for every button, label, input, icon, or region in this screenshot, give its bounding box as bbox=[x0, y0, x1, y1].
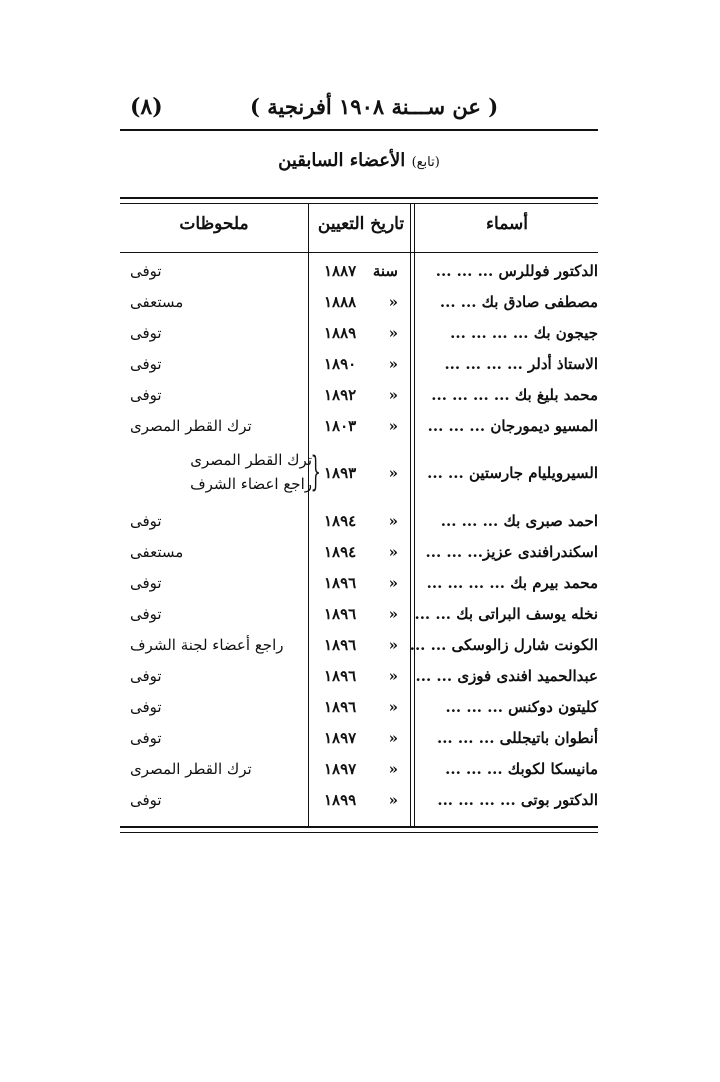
table-row bbox=[120, 324, 598, 354]
running-header bbox=[120, 90, 598, 130]
member-name: عبدالحميد افندى فوزى ... ... bbox=[415, 667, 598, 685]
year-value: ١٨٩٧ bbox=[324, 760, 357, 778]
year-value: ١٨٩٤ bbox=[324, 543, 357, 561]
year-value: ١٨٨٩ bbox=[324, 324, 357, 342]
table-row bbox=[120, 791, 598, 821]
member-notes bbox=[130, 605, 310, 623]
notes-text: توفى bbox=[130, 698, 162, 716]
header-rule bbox=[120, 129, 598, 131]
member-name: كليتون دوكنس ... ... ... bbox=[445, 698, 598, 716]
notes-line: راجع اعضاء الشرف bbox=[190, 475, 312, 493]
member-notes bbox=[130, 667, 310, 685]
ditto-mark: « bbox=[388, 324, 398, 342]
header-title: ( عن ســـنة ١٩٠٨ أفرنجية ) bbox=[250, 94, 499, 119]
year-value: ١٨٨٨ bbox=[324, 293, 357, 311]
member-notes bbox=[130, 729, 310, 747]
column-header-notes: ملحوظات bbox=[179, 214, 249, 234]
notes-text: توفى bbox=[130, 324, 162, 342]
member-notes bbox=[130, 574, 310, 592]
year-value: ١٨٩٦ bbox=[324, 636, 357, 654]
year-value: ١٨٩٦ bbox=[324, 667, 357, 685]
member-name: جيجون بك ... ... ... ... bbox=[450, 324, 598, 342]
ditto-mark: « bbox=[388, 386, 398, 404]
ditto-mark: « bbox=[388, 698, 398, 716]
notes-text: توفى bbox=[130, 574, 162, 592]
year-value: ١٨٩٧ bbox=[324, 729, 357, 747]
notes-text: ترك القطر المصرى bbox=[130, 417, 252, 435]
table-row bbox=[120, 417, 598, 447]
notes-text: توفى bbox=[130, 512, 162, 530]
member-notes bbox=[130, 262, 310, 280]
year-value: ١٨٠٣ bbox=[324, 417, 357, 435]
member-name: الكونت شارل زالوسكى ... ... bbox=[409, 636, 598, 654]
header-row-rule bbox=[120, 252, 598, 253]
year-value: ١٨٩٣ bbox=[324, 464, 357, 482]
ditto-mark: « bbox=[388, 791, 398, 809]
notes-text: مستعفى bbox=[130, 543, 184, 561]
notes-text: راجع أعضاء لجنة الشرف bbox=[130, 636, 284, 654]
member-name: مصطفى صادق بك ... ... bbox=[439, 293, 598, 311]
member-name: أنطوان باتيجللى ... ... ... bbox=[436, 729, 598, 747]
table-row bbox=[120, 698, 598, 728]
ditto-mark: « bbox=[388, 543, 398, 561]
table-row bbox=[120, 293, 598, 323]
member-name: محمد بيرم بك ... ... ... ... bbox=[426, 574, 598, 592]
member-name: اسكندرافندى عزيز... ... ... bbox=[425, 543, 598, 561]
members-table bbox=[120, 204, 598, 826]
column-header-date: تاريخ التعيين bbox=[317, 214, 405, 234]
table-row bbox=[120, 262, 598, 292]
table-row bbox=[120, 636, 598, 666]
member-notes bbox=[130, 386, 310, 404]
year-value: ١٨٩٩ bbox=[324, 791, 357, 809]
section-continued-label: (تابع) bbox=[411, 155, 440, 170]
ditto-mark: « bbox=[388, 293, 398, 311]
year-value: ١٨٩٠ bbox=[324, 355, 357, 373]
year-value: ١٨٩٦ bbox=[324, 574, 357, 592]
ditto-mark: « bbox=[388, 574, 398, 592]
ditto-mark: « bbox=[388, 605, 398, 623]
brace-mark: } bbox=[310, 449, 321, 495]
member-notes bbox=[130, 324, 310, 342]
member-name: السيرويليام جارستين ... ... bbox=[427, 464, 598, 482]
notes-text: توفى bbox=[130, 667, 162, 685]
notes-text: توفى bbox=[130, 262, 162, 280]
table-row bbox=[120, 543, 598, 573]
year-value: ١٨٨٧ bbox=[324, 262, 357, 280]
year-prefix: سنة bbox=[372, 262, 398, 280]
notes-text: توفى bbox=[130, 605, 162, 623]
ditto-mark: « bbox=[388, 729, 398, 747]
ditto-mark: « bbox=[388, 464, 398, 482]
member-notes bbox=[130, 760, 310, 778]
table-row bbox=[120, 605, 598, 635]
notes-line: ترك القطر المصرى bbox=[190, 451, 312, 469]
member-name: الدكتور بوتى ... ... ... ... bbox=[437, 791, 598, 809]
table-row bbox=[120, 512, 598, 542]
member-name: الدكتور فوللرس ... ... ... bbox=[435, 262, 598, 280]
member-notes bbox=[162, 448, 312, 496]
member-name: احمد صبرى بك ... ... ... bbox=[440, 512, 598, 530]
member-name: نخله يوسف البراتى بك ... ... bbox=[414, 605, 598, 623]
member-notes bbox=[130, 791, 310, 809]
year-value: ١٨٩٢ bbox=[324, 386, 357, 404]
page-number: (٨) bbox=[130, 94, 163, 120]
table-row bbox=[120, 667, 598, 697]
member-notes bbox=[130, 512, 310, 530]
table-row bbox=[120, 729, 598, 759]
member-name: المسيو ديمورجان ... ... ... bbox=[427, 417, 598, 435]
table-top-rule bbox=[120, 197, 598, 204]
table-bottom-rule bbox=[120, 826, 598, 833]
notes-text: توفى bbox=[130, 729, 162, 747]
table-row bbox=[120, 448, 598, 504]
notes-text: توفى bbox=[130, 386, 162, 404]
member-notes bbox=[130, 636, 310, 654]
ditto-mark: « bbox=[388, 417, 398, 435]
ditto-mark: « bbox=[388, 355, 398, 373]
section-title bbox=[120, 150, 598, 171]
notes-text: توفى bbox=[130, 791, 162, 809]
notes-text: مستعفى bbox=[130, 293, 184, 311]
ditto-mark: « bbox=[388, 760, 398, 778]
notes-text: ترك القطر المصرى bbox=[130, 760, 252, 778]
table-row bbox=[120, 355, 598, 385]
member-notes bbox=[130, 543, 310, 561]
table-row bbox=[120, 760, 598, 790]
ditto-mark: « bbox=[388, 636, 398, 654]
ditto-mark: « bbox=[388, 667, 398, 685]
member-name: محمد بليغ بك ... ... ... ... bbox=[431, 386, 598, 404]
member-name: مانيسكا لكوبك ... ... ... bbox=[445, 760, 598, 778]
column-header-names: أسماء bbox=[486, 214, 528, 234]
member-notes bbox=[130, 293, 310, 311]
notes-text: توفى bbox=[130, 355, 162, 373]
ditto-mark: « bbox=[388, 512, 398, 530]
year-value: ١٨٩٦ bbox=[324, 605, 357, 623]
year-value: ١٨٩٤ bbox=[324, 512, 357, 530]
member-notes bbox=[130, 355, 310, 373]
member-notes bbox=[130, 698, 310, 716]
member-name: الاستاذ أدلر ... ... ... ... bbox=[444, 355, 598, 373]
member-notes bbox=[130, 417, 310, 435]
year-value: ١٨٩٦ bbox=[324, 698, 357, 716]
table-row bbox=[120, 386, 598, 416]
table-row bbox=[120, 574, 598, 604]
section-title-text: الأعضاء السابقين bbox=[278, 150, 406, 171]
